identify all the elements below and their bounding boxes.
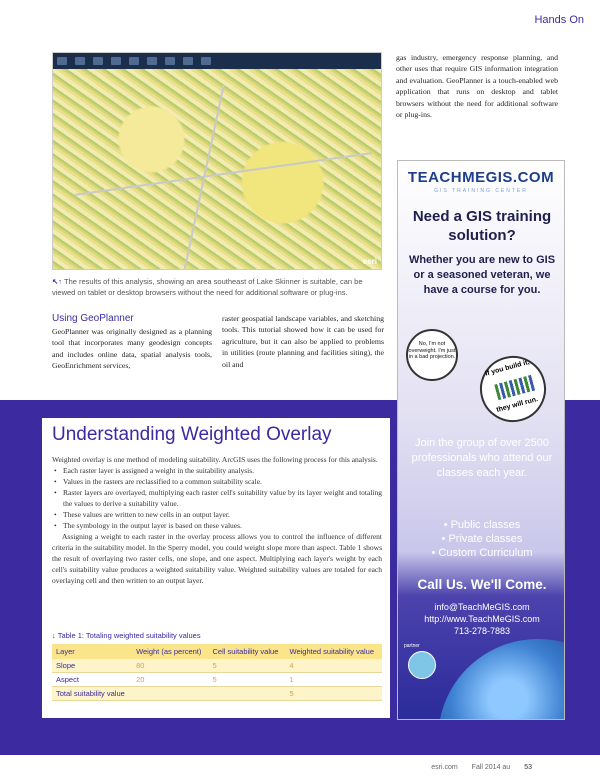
table-cell: Aspect [52, 673, 132, 687]
subheading: Using GeoPlanner [52, 313, 134, 324]
table-header: Weighted suitability value [286, 644, 382, 659]
article-column-c: gas industry, emergency response planning, and other uses that require GIS information integration and evaluation. GeoPlanner is a touch-enabled web application that runs on desktop and tablet browsers without the need for additional software or plug-ins. [396, 53, 558, 120]
footer-issue: Fall 2014 au [471, 764, 511, 771]
table-cell: 20 [132, 673, 208, 687]
ad-tagline: GIS TRAINING CENTER [434, 188, 528, 194]
list-item: • The symbology in the output layer is based on these values. [54, 520, 382, 531]
ad-join: Join the group of over 2500 professionals who attend our classes each year. [411, 437, 553, 479]
page-number: 53 [524, 764, 532, 771]
table-cell: 1 [286, 673, 382, 687]
list-item: • Private classes [441, 533, 523, 545]
ad-contact [402, 601, 562, 637]
toolbar-icon [129, 57, 139, 65]
table-row [52, 659, 382, 673]
toolbar-icon [93, 57, 103, 65]
ad-website-link[interactable]: http://www.TeachMeGIS.com [424, 614, 540, 624]
table-cell: 80 [132, 659, 208, 673]
ad-subhead: Whether you are new to GIS or a seasoned veteran, we have a course for you. [408, 254, 556, 296]
toolbar-icon [201, 57, 211, 65]
ad-badge-top: If you build it, [484, 358, 531, 378]
caption-arrow-icon: ↖↑ [52, 277, 63, 286]
toolbar-icon [57, 57, 67, 65]
table-header: Layer [52, 644, 132, 659]
list-item: • Custom Curriculum [431, 547, 533, 559]
sidebar-panel [42, 418, 390, 718]
sidebar-intro: Weighted overlay is one method of modeling suitability. ArcGIS uses the following process for this analysis. [52, 455, 378, 464]
ad-call: Call Us. We'll Come. [417, 577, 547, 592]
article-column-b: raster geospatial landscape variables, and sketching tools. This tutorial showed how it can be used for agriculture, but it can also be applied to problems in utilities (route planning and facilities siting), the oil and [222, 314, 384, 369]
list-item: • Values in the rasters are reclassified to a common suitability scale. [54, 476, 382, 487]
table-cell [132, 687, 208, 701]
ad-badge-graphic [494, 375, 535, 400]
table-cell [209, 687, 286, 701]
table-caption: ↓ Table 1: Totaling weighted suitability values [52, 631, 201, 640]
weights-table [52, 644, 382, 701]
map-road [74, 152, 371, 196]
table-header-row [52, 644, 382, 659]
table-cell: Slope [52, 659, 132, 673]
toolbar-icon [147, 57, 157, 65]
sidebar-bullets [52, 465, 382, 531]
list-item: • Raster layers are overlayed, multiplying each raster cell's suitability value by its layer weight and totaling the values to derive a suitability value. [54, 487, 382, 509]
ad-headline: Need a GIS training solution? [412, 208, 552, 244]
ad-partner-label: partner [404, 643, 420, 649]
list-item: • Public classes [443, 519, 521, 531]
sidebar-title: Understanding Weighted Overlay [52, 424, 332, 445]
ad-badge-bottom: they will run. [495, 396, 539, 414]
globe-image [438, 639, 565, 720]
ad-phone: 713-278-7883 [453, 626, 511, 636]
list-item: • These values are written to new cells in an output layer. [54, 509, 382, 520]
page-footer [431, 764, 532, 771]
toolbar-icon [183, 57, 193, 65]
table-cell: 5 [286, 687, 382, 701]
ad-sticky-note: No, I'm not overweight. I'm just in a bad projection. [406, 329, 458, 381]
article-column-a: GeoPlanner was originally designed as a planning tool that incorporates many geodesign concepts and includes online data, spatial analysis tools, GeoEnrichment services, [52, 327, 212, 371]
footer-site: esri.com [431, 764, 458, 771]
ad-course-list [402, 518, 562, 560]
esri-partner-badge-icon [408, 651, 436, 679]
table-cell: 4 [286, 659, 382, 673]
toolbar-icon [75, 57, 85, 65]
table-header: Weight (as percent) [132, 644, 208, 659]
list-item: • Each raster layer is assigned a weight in the suitability analysis. [54, 465, 382, 476]
table-row [52, 673, 382, 687]
section-tag: Hands On [534, 14, 584, 26]
table-cell: 5 [209, 673, 286, 687]
caption-text: The results of this analysis, showing an area southeast of Lake Skinner is suitable, can be viewed on tablet or desktop browsers without the need for additional software or plug-ins. [52, 277, 363, 297]
table-cell: Total suitability value [52, 687, 132, 701]
map-watermark: esri [362, 257, 377, 266]
toolbar-icon [165, 57, 175, 65]
sidebar-body [52, 454, 382, 586]
sidebar-paragraph: Assigning a weight to each raster in the overlay process allows you to control the influence of different criteria in the suitability model. In the Sperry model, you could weight slope more than aspect. Table 1 shows the result of overlaying two raster cells, one slope, and one aspect. Multiplying each layer's weight by each cell's suitability value produces a weighted suitability value. Weighted suitability values are totaled for each overlaying cell and then written to an output layer. [52, 532, 382, 585]
ad-email-link[interactable]: info@TeachMeGIS.com [434, 602, 530, 612]
map-toolbar [53, 53, 381, 69]
table-header: Cell suitability value [209, 644, 286, 659]
ad-badge [473, 349, 554, 430]
ad-logo: TEACHMEGIS.COM [407, 169, 555, 186]
table-row [52, 687, 382, 701]
toolbar-icon [111, 57, 121, 65]
teachmegis-ad[interactable] [397, 160, 565, 720]
table-cell: 5 [209, 659, 286, 673]
map-screenshot [52, 52, 382, 270]
map-caption [52, 276, 382, 298]
